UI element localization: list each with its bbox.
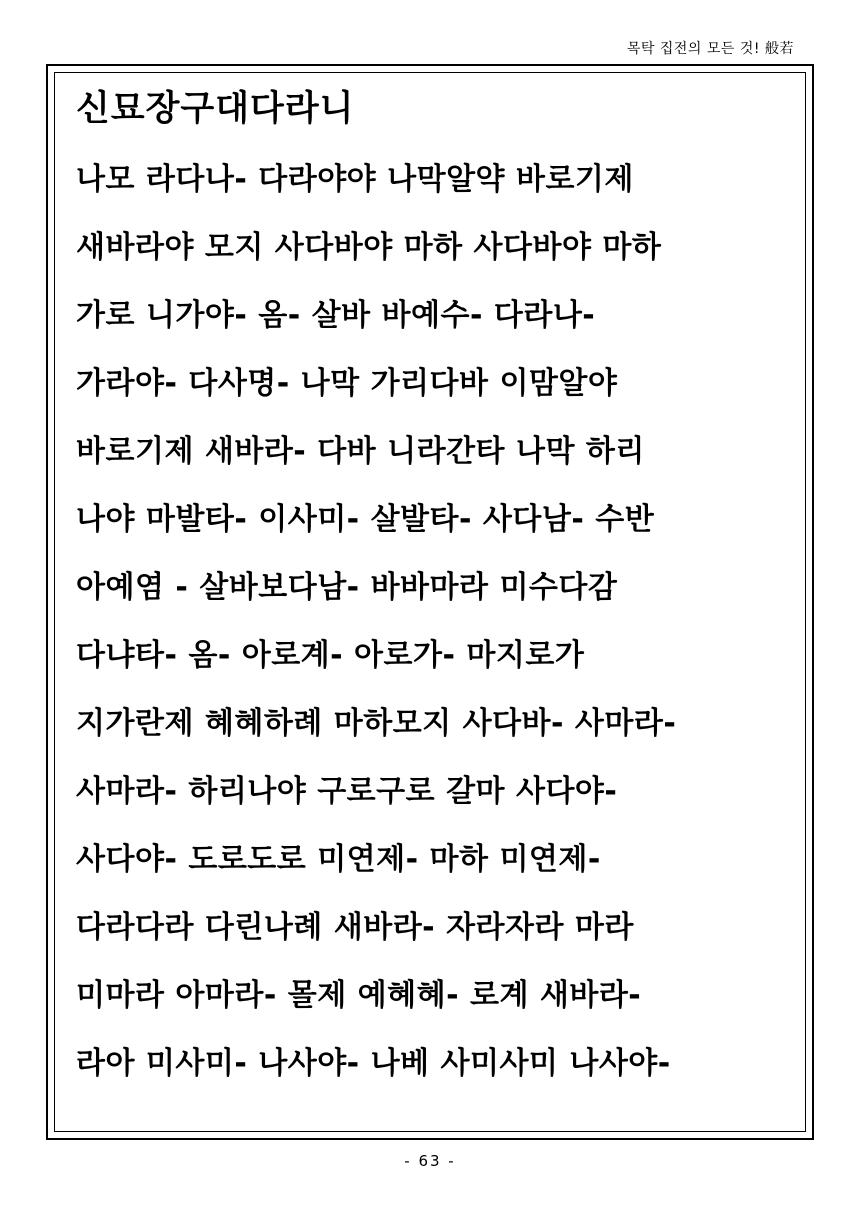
sutra-line: 바로기제 새바라- 다바 니라간타 나막 하리: [76, 433, 645, 469]
sutra-line: 새바라야 모지 사다바야 마하 사다바야 마하: [76, 229, 662, 265]
sutra-line: 미마라 아마라- 몰제 예혜혜- 로계 새바라-: [76, 977, 642, 1013]
sutra-body: [76, 146, 796, 1098]
sutra-line: 지가란제 혜혜하례 마하모지 사다바- 사마라-: [76, 705, 677, 741]
page-number: - 63 -: [404, 1152, 456, 1170]
running-header: 목탁 집전의 모든 것! 般若: [626, 41, 794, 57]
page-title: 신묘장구대다라니: [76, 89, 355, 129]
sutra-line: 가로 니가야- 옴- 살바 바예수- 다라나-: [76, 297, 596, 333]
text-frame-outer: [46, 64, 814, 1140]
sutra-line: 사다야- 도로도로 미연제- 마하 미연제-: [76, 841, 601, 877]
sutra-line: 사마라- 하리나야 구로구로 갈마 사다야-: [76, 773, 618, 809]
sutra-line: 나모 라다나- 다라야야 나막알약 바로기제: [76, 161, 634, 197]
sutra-line: 아예염 - 살바보다남- 바바마라 미수다감: [76, 569, 618, 605]
sutra-content: [76, 88, 796, 1128]
sutra-line: 나야 마발타- 이사미- 살발타- 사다남- 수반: [76, 501, 655, 537]
sutra-line: 다냐타- 옴- 아로계- 아로가- 마지로가: [76, 637, 585, 673]
sutra-line: 라아 미사미- 나사야- 나베 사미사미 나사야-: [76, 1045, 671, 1081]
sutra-line: 다라다라 다린나례 새바라- 자라자라 마라: [76, 909, 634, 945]
sutra-line: 가라야- 다사명- 나막 가리다바 이맘알야: [76, 365, 618, 401]
